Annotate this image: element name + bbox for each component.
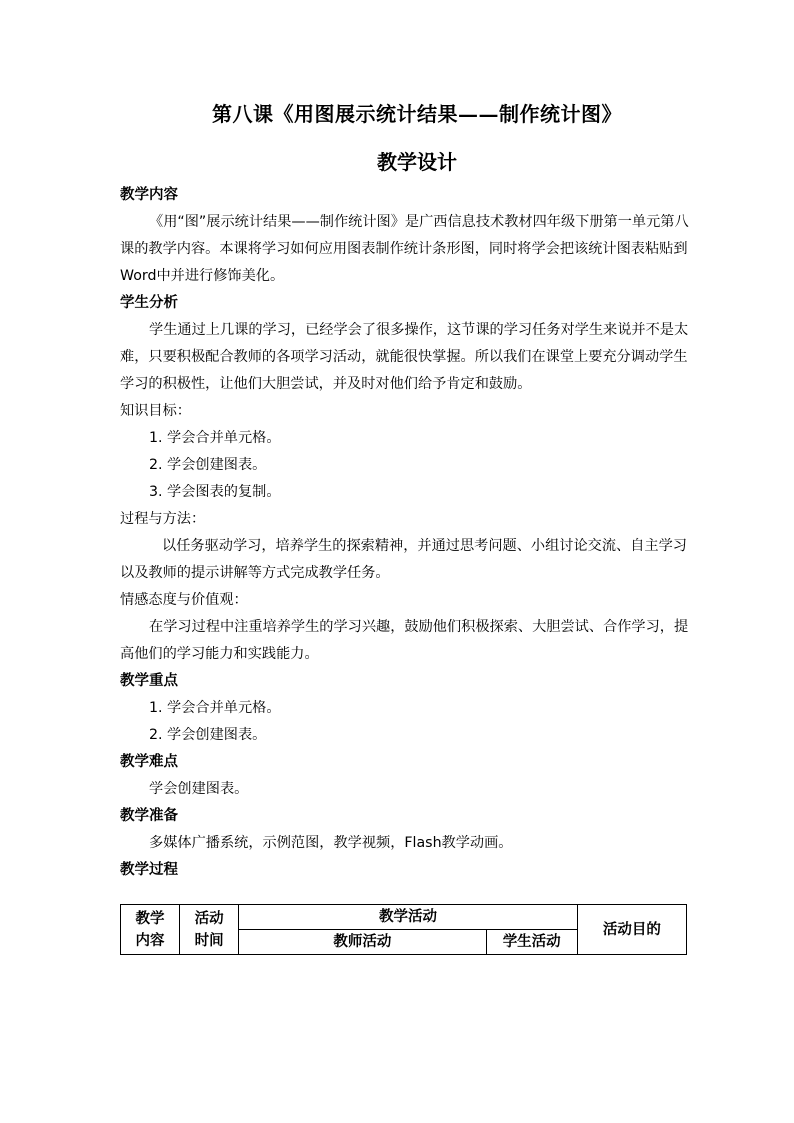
list-item: 1. 学会合并单元格。 [149, 700, 281, 716]
section-heading-flow: 教学过程 [120, 862, 178, 878]
document-body [120, 182, 690, 884]
paragraph-process: 以任务驱动学习，培养学生的探索精神，并通过思考问题、小组讨论交流、自主学习以及教师的提示讲解等方式完成教学任务。 [120, 538, 687, 581]
table-header-cell: 教师活动 [239, 930, 486, 955]
paragraph-analysis: 学生通过上几课的学习，已经学会了很多操作，这节课的学习任务对学生来说并不是太难，只要积极配合教师的各项学习活动，就能很快掌握。所以我们在课堂上要充分调动学生学习的积极性，让他们大胆尝试，并及时对他们给予肯定和鼓励。 [120, 322, 689, 392]
header-text: 教学 [135, 910, 165, 927]
section-heading-emotion: 情感态度与价值观： [120, 592, 248, 608]
table-header-cell [180, 905, 239, 955]
header-text: 活动 [194, 910, 224, 927]
section-heading-key: 教学重点 [120, 673, 178, 689]
list-item: 1. 学会合并单元格。 [149, 430, 281, 446]
list-item: 3. 学会图表的复制。 [149, 484, 281, 500]
paragraph-emotion: 在学习过程中注重培养学生的学习兴趣，鼓励他们积极探索、大胆尝试、合作学习，提高他们的学习能力和实践能力。 [120, 619, 689, 662]
table-header-cell: 学生活动 [486, 930, 577, 955]
section-heading-knowledge: 知识目标： [120, 403, 191, 419]
section-heading-difficult: 教学难点 [120, 754, 178, 770]
table-row [121, 905, 687, 930]
paragraph-difficult: 学会创建图表。 [149, 781, 249, 797]
paragraph-prep: 多媒体广播系统，示例范图，教学视频，Flash教学动画。 [149, 835, 513, 851]
table-header-cell: 活动目的 [577, 905, 686, 955]
list-item: 2. 学会创建图表。 [149, 457, 267, 473]
section-heading-analysis: 学生分析 [120, 295, 178, 311]
table-header-cell: 教学活动 [239, 905, 578, 930]
document-subtitle: 教学设计 [377, 150, 457, 174]
header-text: 时间 [194, 932, 224, 949]
document-title: 第八课《用图展示统计结果——制作统计图》 [212, 102, 622, 126]
section-heading-content: 教学内容 [120, 187, 178, 203]
header-text: 内容 [135, 932, 165, 949]
paragraph-content: 《用“图”展示统计结果——制作统计图》是广西信息技术教材四年级下册第一单元第八课的教学内容。本课将学习如何应用图表制作统计条形图，同时将学会把该统计图表粘贴到Word中并进行修饰美化。 [120, 214, 689, 284]
section-heading-prep: 教学准备 [120, 808, 178, 824]
list-item: 2. 学会创建图表。 [149, 727, 267, 743]
teaching-process-table [120, 904, 687, 955]
table-header-cell [121, 905, 180, 955]
section-heading-process: 过程与方法： [120, 511, 206, 527]
